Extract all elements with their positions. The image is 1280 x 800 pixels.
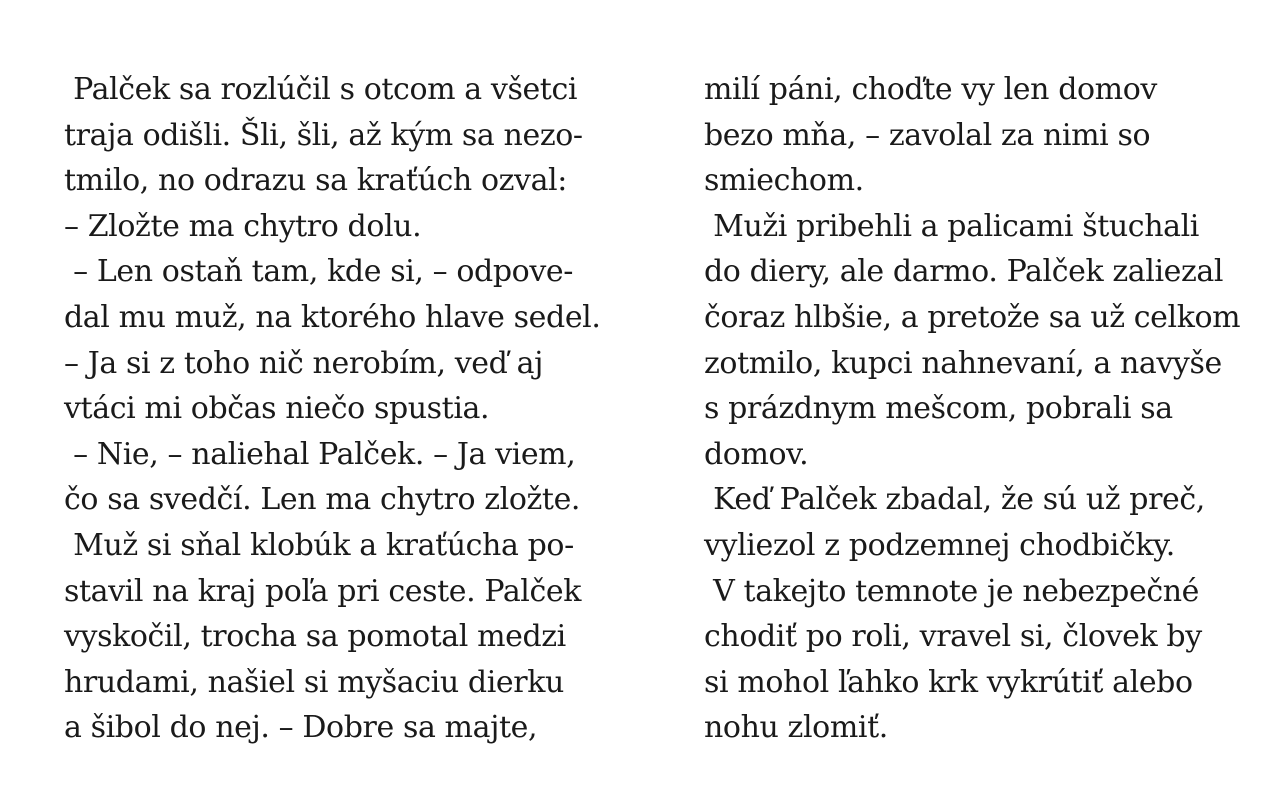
- right-page-text: [704, 67, 1264, 751]
- text-line: V takejto temnote je nebezpečné: [704, 573, 1200, 609]
- text-line: Palček sa rozlúčil s otcom a všetci: [64, 72, 578, 107]
- text-line: si mohol ľahko krk vykrútiť alebo: [704, 664, 1193, 700]
- text-line: – Len ostaň tam, kde si, – odpove-: [64, 254, 573, 290]
- text-line: domov.: [704, 436, 809, 472]
- text-line: nohu zlomiť.: [704, 710, 888, 746]
- text-line: – Nie, – naliehal Palček. – Ja viem,: [64, 436, 576, 472]
- text-line: do diery, ale darmo. Palček zaliezal: [704, 254, 1224, 290]
- text-line: milí páni, choďte vy len domov: [704, 72, 1157, 107]
- text-line: dal mu muž, na ktorého hlave sedel.: [64, 299, 601, 335]
- text-line: čoraz hlbšie, a pretože sa už celkom: [704, 299, 1241, 335]
- text-line: vyskočil, trocha sa pomotal medzi: [64, 619, 566, 655]
- text-line: tmilo, no odrazu sa kraťúch ozval:: [64, 163, 567, 199]
- text-line: traja odišli. Šli, šli, až kým sa nezo-: [64, 117, 583, 153]
- text-line: chodiť po roli, vravel si, človek by: [704, 619, 1202, 655]
- text-line: Keď Palček zbadal, že sú už preč,: [704, 482, 1205, 518]
- text-line: Muž si sňal klobúk a kraťúcha po-: [64, 527, 574, 563]
- text-line: a šibol do nej. – Dobre sa majte,: [64, 710, 538, 746]
- text-line: s prázdnym mešcom, pobrali sa: [704, 391, 1173, 427]
- text-line: čo sa svedčí. Len ma chytro zložte.: [64, 482, 581, 518]
- text-line: – Zložte ma chytro dolu.: [64, 208, 422, 244]
- text-line: vtáci mi občas niečo spustia.: [64, 391, 490, 427]
- text-line: Muži pribehli a palicami štuchali: [704, 208, 1199, 244]
- text-line: – Ja si z toho nič nerobím, veď aj: [64, 345, 543, 381]
- left-page-text: [64, 67, 624, 751]
- text-line: zotmilo, kupci nahnevaní, a navyše: [704, 345, 1222, 381]
- text-line: stavil na kraj poľa pri ceste. Palček: [64, 573, 582, 609]
- text-line: bezo mňa, – zavolal za nimi so: [704, 117, 1151, 153]
- text-line: hrudami, našiel si myšaciu dierku: [64, 664, 564, 700]
- text-line: vyliezol z podzemnej chodbičky.: [704, 527, 1175, 563]
- text-line: smiechom.: [704, 163, 864, 199]
